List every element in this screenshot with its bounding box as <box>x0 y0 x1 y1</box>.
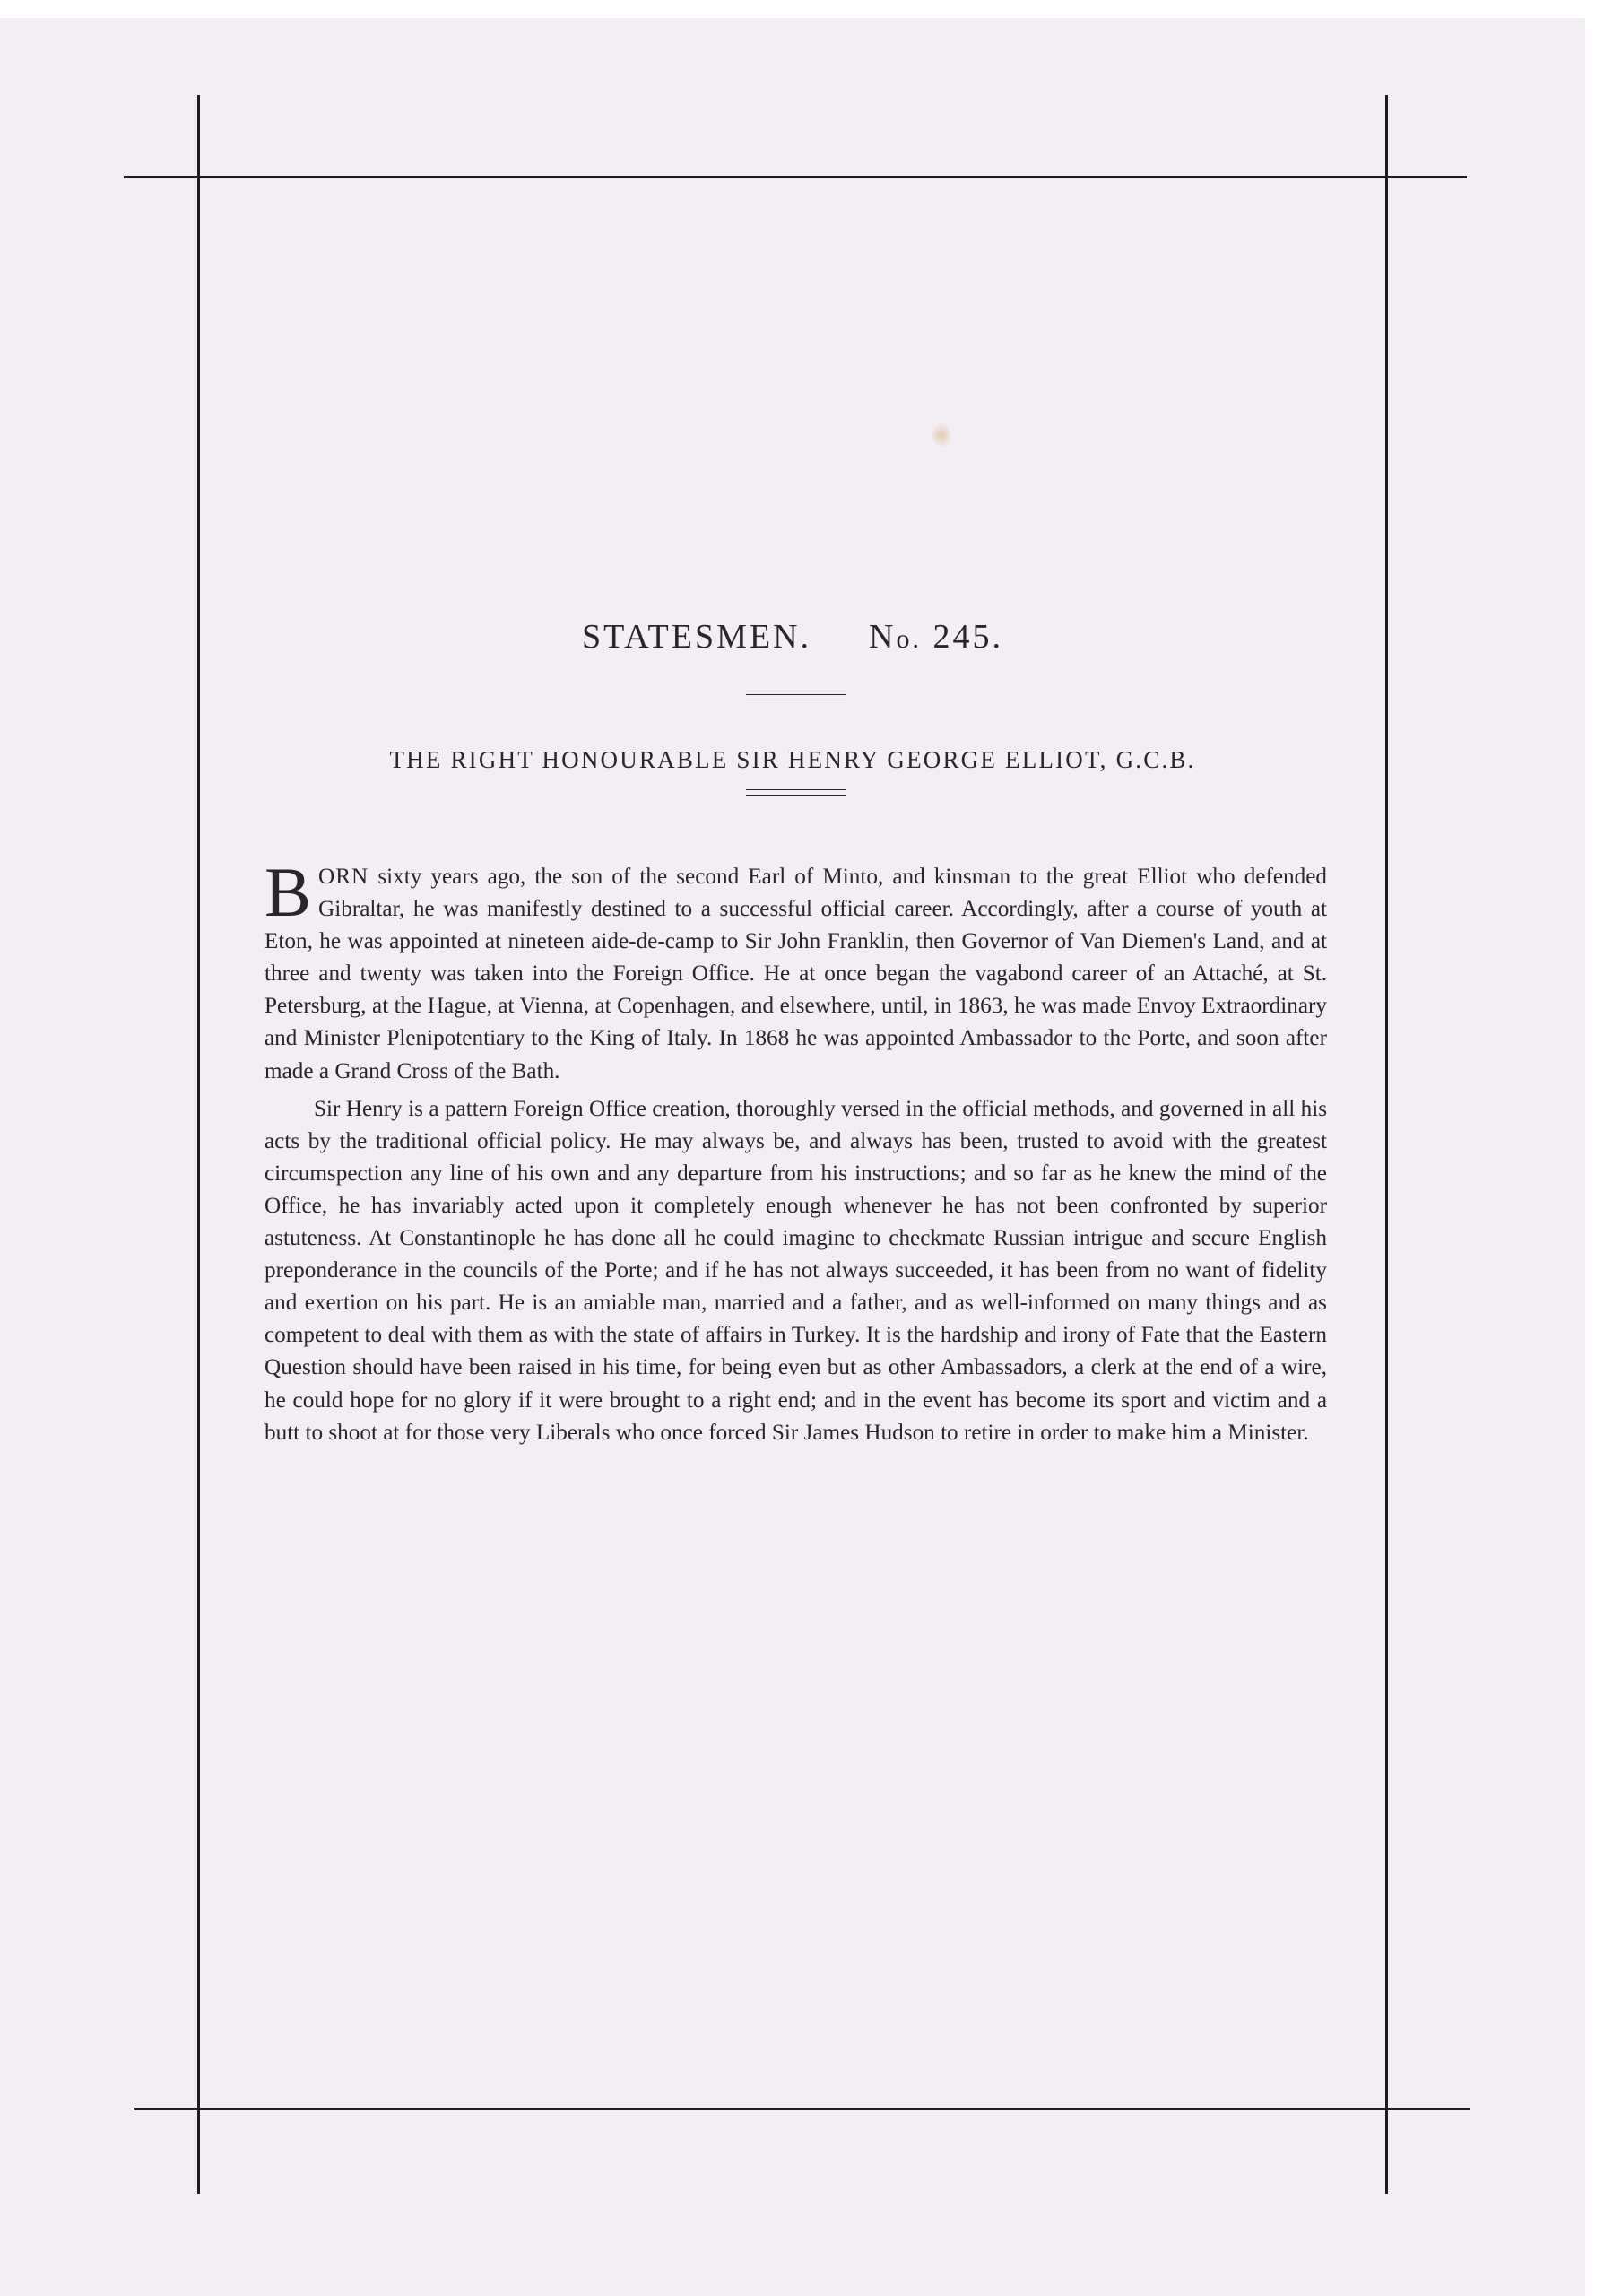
frame-top-rule <box>124 176 1467 178</box>
subtitle-divider <box>746 789 846 796</box>
issue-number: No. 245. <box>869 618 1003 656</box>
frame-bottom-rule <box>134 2108 1470 2110</box>
page-sheet <box>0 18 1585 2296</box>
page-heading <box>0 617 1585 657</box>
paragraph-1-text: sixty years ago, the son of the second Earl of Minto, and kinsman to the great Elliot who defended Gibraltar, he was manifestly destined to a successful official career. Accordingly, after a course of youth at Eton, he was appointed at nineteen aide-de-camp to Sir John Franklin, then Governor of Van Diemen's Land, and at three and twenty was taken into the Foreign Office. He at once began the vagabond career of an Attaché, at St. Petersburg, at the Hague, at Vienna, at Copenhagen, and elsewhere, until, in 1863, he was made Envoy Extraordinary and Minister Plenipotentiary to the King of Italy. In 1868 he was appointed Ambassador to the Porte, and soon after made a Grand Cross of the Bath. <box>264 865 1328 1083</box>
heading-divider <box>746 694 846 700</box>
section-title: STATESMEN. <box>582 618 812 656</box>
biography-text <box>264 853 1328 1449</box>
drop-cap: B <box>264 853 312 931</box>
subject-title: THE RIGHT HONOURABLE SIR HENRY GEORGE ELLIOT, G.C.B. <box>389 746 1196 773</box>
paper-stain <box>932 423 950 447</box>
paragraph-2: Sir Henry is a pattern Foreign Office creation, thoroughly versed in the official methods, and governed in all his acts by the traditional official policy. He may always be, and always has been, trusted to avoid with the greatest circumspection any line of his own and any departure from his instructions; and so far as he knew the mind of the Office, he has invariably acted upon it completely enough whenever he has not been confronted by superior astuteness. At Constantinople he has done all he could imagine to checkmate Russian intrigue and secure English preponderance in the councils of the Porte; and if he has not always succeeded, it has been from no want of fidelity and exertion on his part. He is an amiable man, married and a father, and as well-informed on many things and as competent to deal with them as with the state of affairs in Turkey. It is the hardship and irony of Fate that the Eastern Question should have been raised in his time, for being even but as other Ambassadors, a clerk at the end of a wire, he could hope for no glory if it were brought to a right end; and in the event has become its sport and victim and a butt to shoot at for those very Liberals who once forced Sir James Hudson to retire in order to make him a Minister. <box>264 1096 1327 1445</box>
paragraph-1 <box>264 853 1328 1088</box>
frame-left-rule <box>197 95 200 2194</box>
frame-right-rule <box>1385 95 1388 2194</box>
drop-cap-continuation: ORN <box>318 865 369 889</box>
